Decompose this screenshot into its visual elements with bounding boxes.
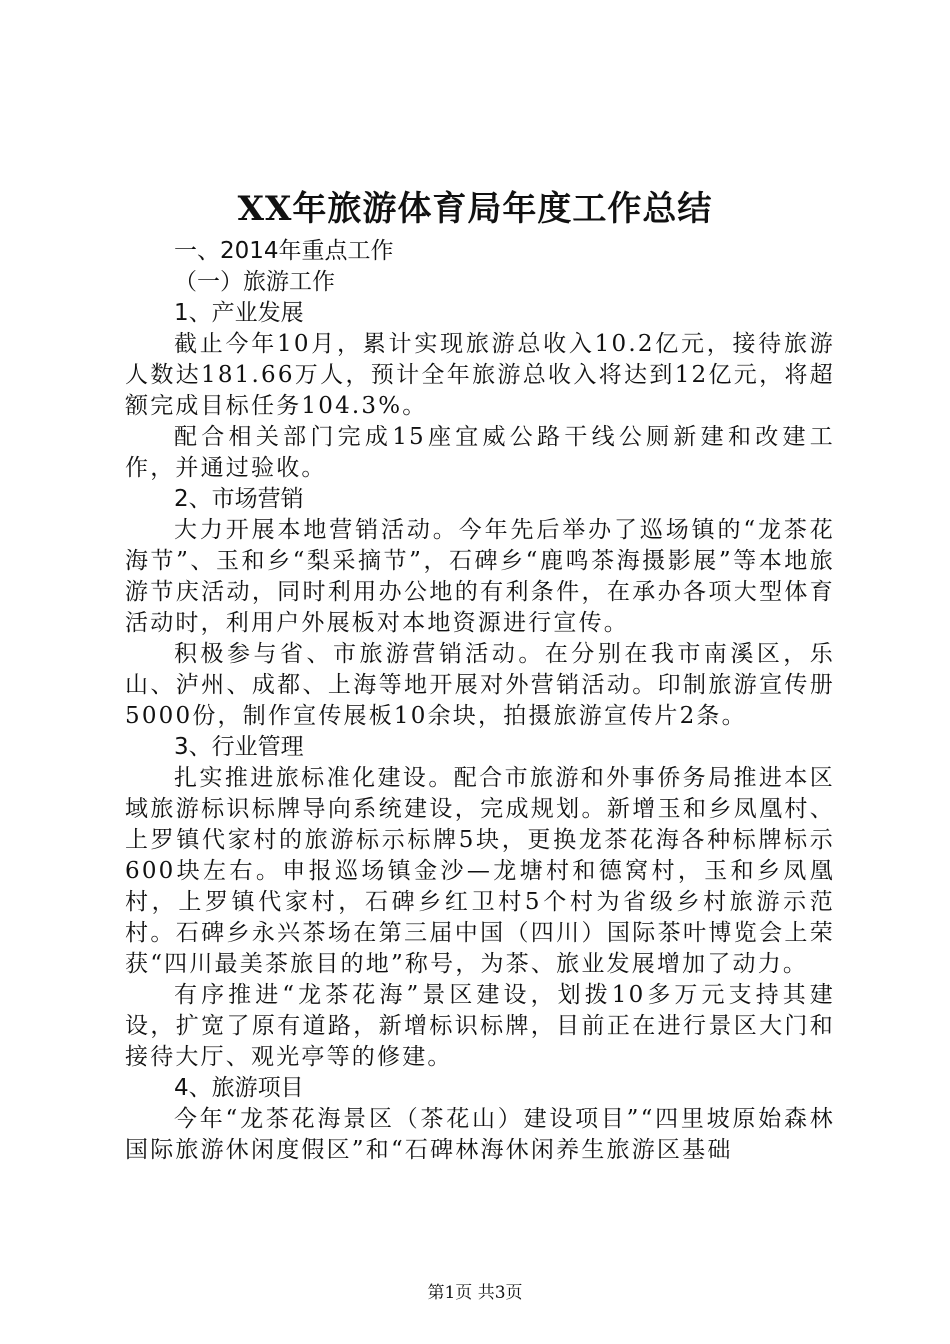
document-title: XX年旅游体育局年度工作总结	[237, 189, 713, 229]
section-heading: 一、2014年重点工作	[174, 238, 394, 264]
body-paragraph: 积极参与省、市旅游营销活动。在分别在我市南溪区，乐山、泸州、成都、上海等地开展对外营销活动。印制旅游宣传册5000份，制作宣传展板10余块，拍摄旅游宣传片2条。	[125, 641, 835, 729]
item-heading: 1、产业发展	[174, 300, 304, 326]
subsection-heading: （一）旅游工作	[174, 269, 335, 295]
body-paragraph: 扎实推进旅标准化建设。配合市旅游和外事侨务局推进本区域旅游标识标牌导向系统建设，完成规划。新增玉和乡凤凰村、上罗镇代家村的旅游标示标牌5块，更换龙茶花海各种标牌标示600块左右。申报巡场镇金沙—龙塘村和德窝村，玉和乡凤凰村，上罗镇代家村，石碑乡红卫村5个村为省级乡村旅游示范村。石碑乡永兴茶场在第三届中国（四川）国际茶叶博览会上荣获“四川最美茶旅目的地”称号，为茶、旅业发展增加了动力。	[125, 765, 835, 977]
body-paragraph: 截止今年10月，累计实现旅游总收入10.2亿元，接待旅游人数达181.66万人，预计全年旅游总收入将达到12亿元，将超额完成目标任务104.3%。	[125, 331, 835, 419]
item-heading: 3、行业管理	[174, 734, 304, 760]
page-footer: 第1页 共3页	[427, 1283, 523, 1303]
item-heading: 4、旅游项目	[174, 1075, 304, 1101]
body-paragraph: 有序推进“龙茶花海”景区建设，划拨10多万元支持其建设，扩宽了原有道路，新增标识标牌，目前正在进行景区大门和接待大厅、观光亭等的修建。	[125, 982, 835, 1070]
body-paragraph: 大力开展本地营销活动。今年先后举办了巡场镇的“龙茶花海节”、玉和乡“梨采摘节”，石碑乡“鹿鸣茶海摄影展”等本地旅游节庆活动，同时利用办公地的有利条件，在承办各项大型体育活动时，利用户外展板对本地资源进行宣传。	[125, 517, 835, 636]
item-heading: 2、市场营销	[174, 486, 304, 512]
body-paragraph: 今年“龙茶花海景区（茶花山）建设项目”“四里坡原始森林国际旅游休闲度假区”和“石碑林海休闲养生旅游区基础	[125, 1106, 835, 1163]
document-body	[125, 236, 835, 1166]
body-paragraph: 配合相关部门完成15座宜威公路干线公厕新建和改建工作，并通过验收。	[125, 424, 835, 481]
